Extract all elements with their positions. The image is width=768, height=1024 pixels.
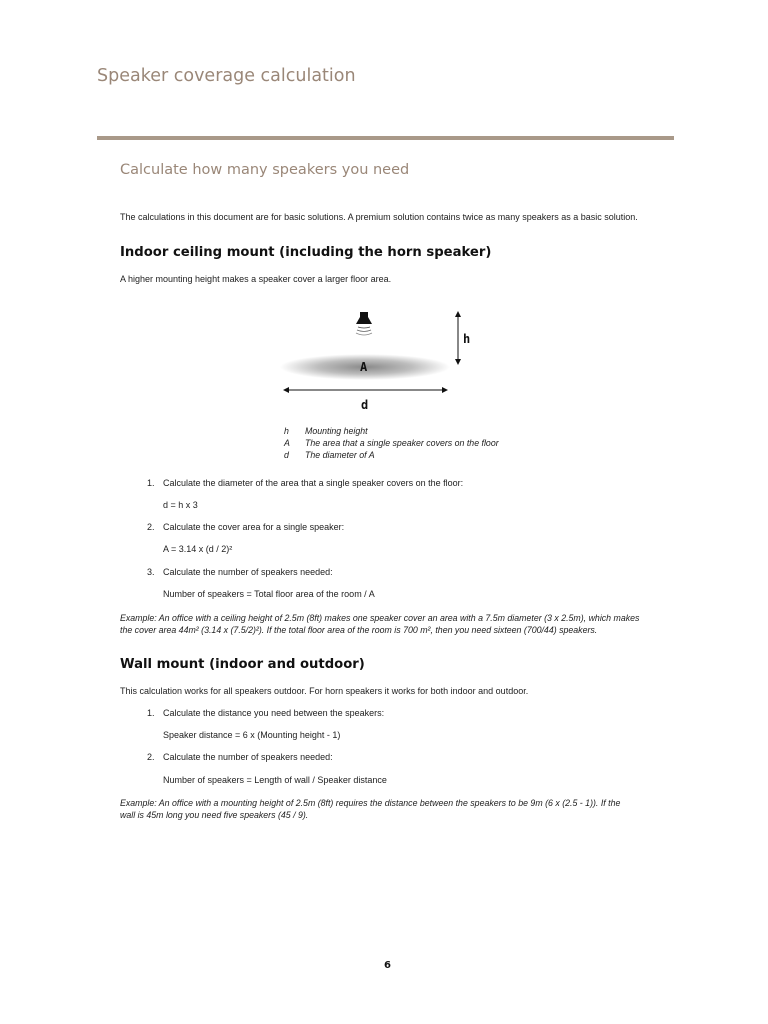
- title-divider: [97, 136, 674, 140]
- wall-example-line-1: Example: An office with a mounting height of 2.5m (8ft) requires the distance between the speakers to be 9m (6 x (2.5 - 1)). If the: [120, 798, 621, 808]
- indoor-heading: Indoor ceiling mount (including the horn speaker): [120, 245, 492, 260]
- wall-step-1-number: 1.: [147, 708, 155, 718]
- section-title: Calculate how many speakers you need: [120, 162, 410, 178]
- wall-step-1-formula: Speaker distance = 6 x (Mounting height - 1): [163, 730, 341, 740]
- indoor-step-2-formula: A = 3.14 x (d / 2)²: [163, 544, 233, 554]
- document-title: Speaker coverage calculation: [97, 66, 356, 86]
- wall-description: This calculation works for all speakers outdoor. For horn speakers it works for both indoor and outdoor.: [120, 686, 529, 696]
- wall-step-2-text: Calculate the number of speakers needed:: [163, 752, 333, 762]
- indoor-example-line-2: the cover area 44m² (3.14 x (7.5/2)²). If the total floor area of the room is 700 m², then you need sixteen (700/44) speakers.: [120, 625, 598, 635]
- diagram-label-d: d: [361, 398, 369, 412]
- indoor-step-3-number: 3.: [147, 567, 155, 577]
- indoor-step-1-formula: d = h x 3: [163, 500, 198, 510]
- legend-desc-d: The diameter of A: [305, 450, 375, 460]
- wall-step-2-formula: Number of speakers = Length of wall / Speaker distance: [163, 775, 387, 785]
- wall-heading: Wall mount (indoor and outdoor): [120, 657, 365, 672]
- diagram-label-a: A: [360, 360, 368, 374]
- indoor-step-2-number: 2.: [147, 522, 155, 532]
- indoor-step-3-text: Calculate the number of speakers needed:: [163, 567, 333, 577]
- wall-step-1-text: Calculate the distance you need between the speakers:: [163, 708, 385, 718]
- legend-desc-h: Mounting height: [305, 426, 368, 436]
- coverage-diagram: [270, 300, 490, 420]
- wall-example-line-2: wall is 45m long you need five speakers (45 / 9).: [120, 810, 309, 820]
- legend-key-h: h: [284, 426, 289, 436]
- indoor-step-1-number: 1.: [147, 478, 155, 488]
- diagram-label-h: h: [463, 332, 471, 346]
- legend-desc-a: The area that a single speaker covers on the floor: [305, 438, 499, 448]
- page-number: 6: [384, 960, 391, 971]
- indoor-step-3-formula: Number of speakers = Total floor area of the room / A: [163, 589, 375, 599]
- wall-step-2-number: 2.: [147, 752, 155, 762]
- legend-key-a: A: [284, 438, 290, 448]
- indoor-description: A higher mounting height makes a speaker cover a larger floor area.: [120, 274, 392, 284]
- speaker-icon: [356, 312, 372, 335]
- intro-paragraph: The calculations in this document are for basic solutions. A premium solution contains twice as many speakers as a basic solution.: [120, 212, 638, 222]
- indoor-step-1-text: Calculate the diameter of the area that a single speaker covers on the floor:: [163, 478, 464, 488]
- legend-key-d: d: [284, 450, 289, 460]
- indoor-step-2-text: Calculate the cover area for a single speaker:: [163, 522, 345, 532]
- indoor-example-line-1: Example: An office with a ceiling height of 2.5m (8ft) makes one speaker cover an area with a 7.5m diameter (3 x 2.5m), which makes: [120, 613, 640, 623]
